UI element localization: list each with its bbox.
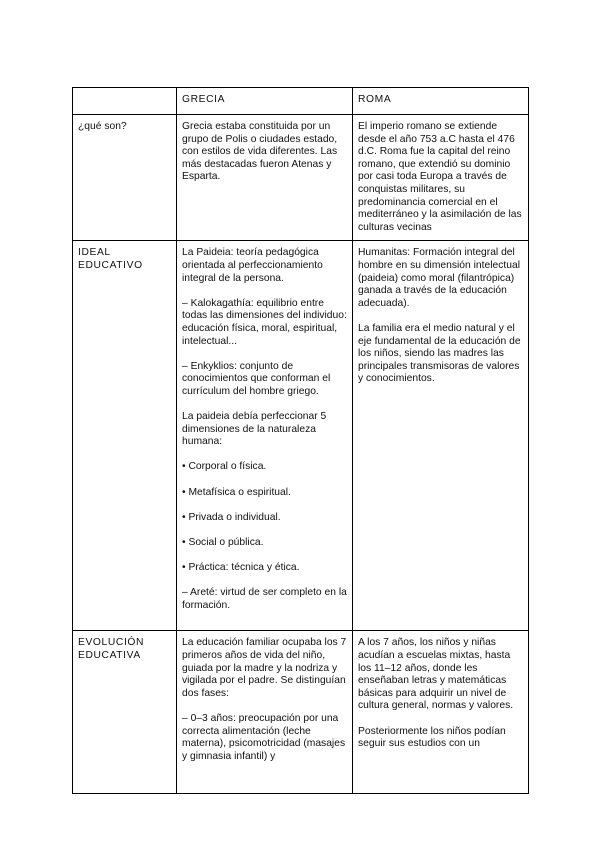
bullet-item: • Metafísica o espiritual.: [182, 486, 291, 498]
cell-text: – 0–3 años: preocupación por una correcta alimentación (leche materna), psicomotricidad (masajes y gimnasia infantil) y: [182, 712, 346, 762]
table-row: [73, 631, 529, 794]
header-cell-roma: ROMA: [353, 88, 529, 115]
cell-text: La Paideia: teoría pedagógica orientada al perfeccionamiento integral de la persona.: [182, 247, 323, 284]
cell-text: – Kalokagathía: equilibrio entre todas las dimensiones del individuo: educación física, moral, espiritual, intelectual...: [182, 297, 347, 347]
cell-grecia: [177, 115, 353, 241]
comparison-table: [72, 87, 529, 794]
cell-text: A los 7 años, los niños y niñas acudían a escuelas mixtas, hasta los 11–12 años, donde les enseñaban letras y matemáticas básicas para adquirir un nivel de cultura general, normas y valores.: [358, 637, 514, 712]
cell-roma: [353, 115, 529, 241]
cell-text: – Areté: virtud de ser completo en la formación.: [182, 587, 347, 611]
cell-text: Humanitas: Formación integral del hombre en su dimensión intelectual (paideia) como moral (filantrópica) ganada a través de la educación adecuada).: [358, 247, 520, 309]
cell-text: Posteriormente los niños podían seguir sus estudios con un: [358, 725, 506, 750]
cell-text: El imperio romano se extiende desde el año 753 a.C hasta el 476 d.C. Roma fue la capital del reino romano, que extendió su dominio por casi toda Europa a través de conquistas militares, su predominancia comercial en el mediterráneo y la asimilación de las culturas vecinas: [358, 121, 522, 233]
table-header-row: [73, 88, 529, 115]
header-cell-grecia: GRECIA: [177, 88, 353, 115]
header-cell-empty: [73, 88, 177, 115]
row-label: IDEAL EDUCATIVO: [73, 241, 177, 631]
bullet-item: • Privada o individual.: [182, 511, 281, 523]
bullet-item: • Social o pública.: [182, 537, 264, 548]
cell-text: La educación familiar ocupaba los 7 primeros años de vida del niño, guiada por la madre y la nodriza y vigilada por el padre. Se distinguían dos fases:: [182, 637, 347, 699]
cell-roma: [353, 241, 529, 631]
row-label: EVOLUCIÓN EDUCATIVA: [73, 631, 177, 794]
table-row: [73, 115, 529, 241]
cell-text: La paideia debía perfeccionar 5 dimensiones de la naturaleza humana:: [182, 411, 327, 448]
cell-text: – Enkyklios: conjunto de conocimientos que conforman el currículum del hombre griego.: [182, 360, 331, 397]
cell-text: La familia era el medio natural y el eje fundamental de la educación de los niños, siendo las madres las principales transmisoras de valores y conocimientos.: [358, 322, 521, 385]
cell-grecia: [177, 631, 353, 794]
table-row: [73, 241, 529, 631]
cell-text: Grecia estaba constituida por un grupo de Polis o ciudades estado, con estilos de vida diferentes. Las más destacadas fueron Atenas y Esparta.: [182, 121, 338, 183]
bullet-item: • Práctica: técnica y ética.: [182, 562, 300, 574]
cell-grecia: [177, 241, 353, 631]
bullet-item: • Corporal o física.: [182, 461, 267, 473]
cell-roma: [353, 631, 529, 794]
row-label: ¿qué son?: [73, 115, 177, 241]
